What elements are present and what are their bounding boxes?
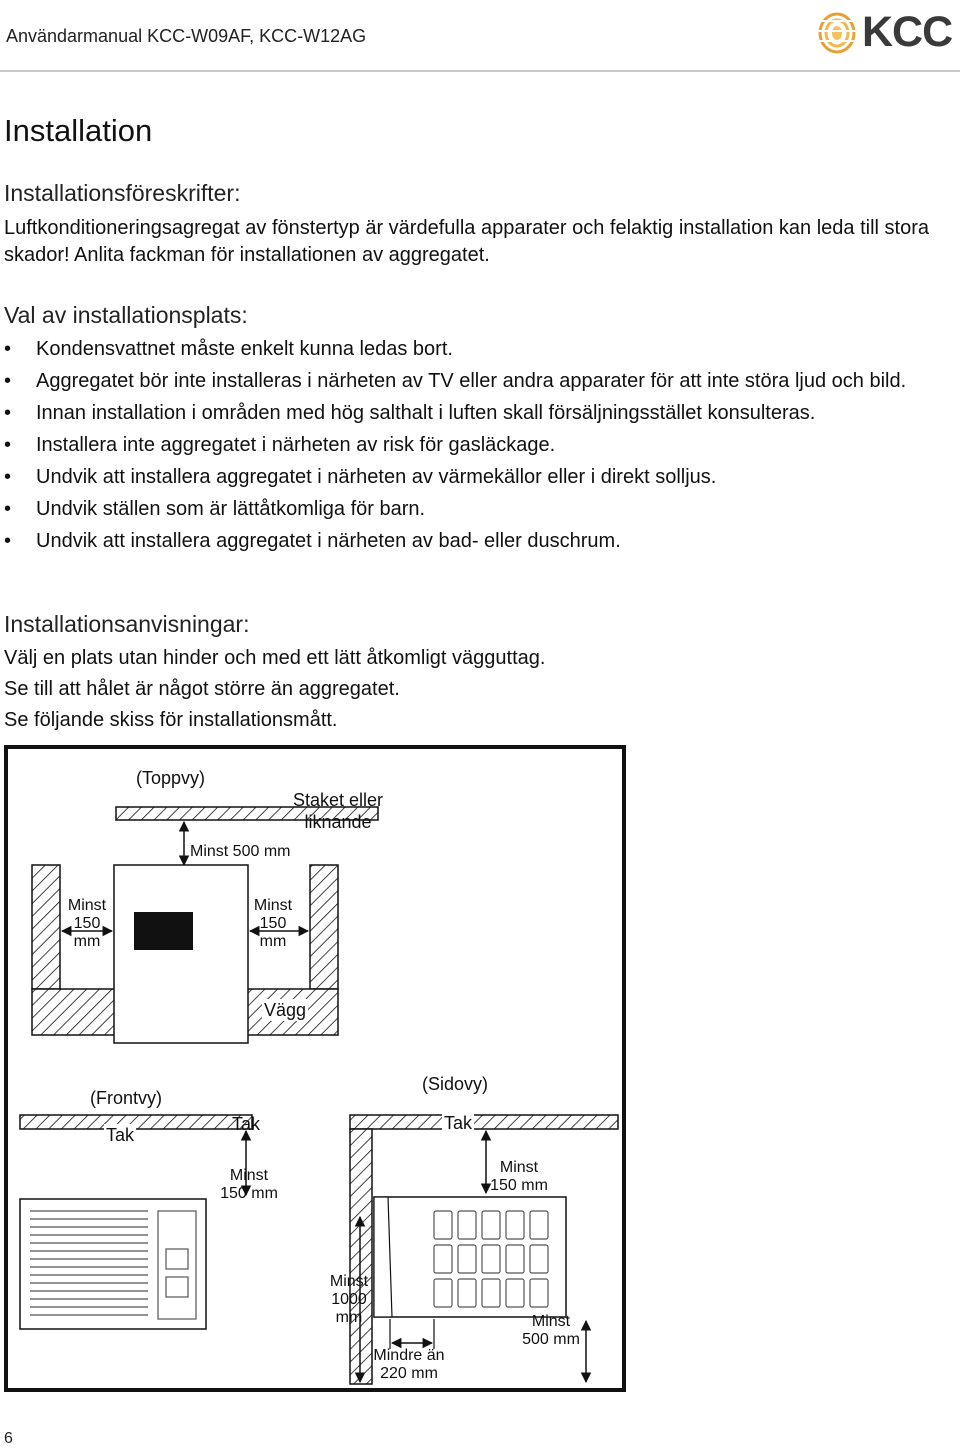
top-view-label: (Toppvy) — [136, 768, 206, 788]
label-line: 150 — [73, 915, 101, 932]
bullet-text: Innan installation i områden med hög salthalt i luften skall försäljningsstället konsulteras. — [36, 402, 816, 424]
left-wall — [32, 865, 60, 989]
bullet-icon: • — [4, 466, 12, 488]
ceiling-side-label: Tak — [444, 1113, 473, 1133]
label-line: 500 mm — [522, 1331, 580, 1348]
label-line: mm — [335, 1309, 363, 1326]
min-150-right-label — [248, 897, 298, 951]
label-line: Mindre än — [373, 1347, 445, 1364]
bullet-text: Undvik ställen som är lättåtkomliga för barn. — [36, 498, 426, 520]
bullet-icon: • — [4, 530, 12, 552]
instruction-line: Se följande skiss för installationsmått. — [4, 709, 338, 731]
header-divider — [0, 70, 960, 72]
installation-diagram — [4, 745, 626, 1392]
list-item — [0, 431, 958, 460]
wall-label: Vägg — [264, 1000, 307, 1020]
ceiling-front-label: Tak — [106, 1125, 135, 1145]
logo-text: KCC — [862, 8, 953, 56]
side-view-label: (Sidovy) — [422, 1074, 489, 1094]
list-item — [0, 399, 958, 428]
list-item — [0, 335, 958, 364]
page-title: Installation — [4, 113, 153, 148]
bullet-text: Undvik att installera aggregatet i närheten av bad- eller duschrum. — [36, 530, 621, 552]
label-line: Minst — [253, 897, 293, 914]
diagram-drawing — [8, 749, 622, 1388]
bullet-icon: • — [4, 434, 12, 456]
side-vents — [434, 1211, 548, 1307]
page-header — [0, 0, 960, 76]
label-line: 150 mm — [490, 1177, 548, 1194]
label-line: mm — [259, 933, 287, 950]
bullet-text: Kondensvattnet måste enkelt kunna ledas bort. — [36, 338, 453, 360]
list-item — [0, 367, 958, 396]
list-item — [0, 463, 958, 492]
label-line: Minst — [67, 897, 107, 914]
label-line: 150 mm — [220, 1185, 278, 1202]
kcc-logo-icon — [814, 6, 864, 58]
site-heading: Val av installationsplats: — [4, 302, 248, 328]
list-item — [0, 527, 958, 556]
less-220-label — [372, 1347, 446, 1383]
bullet-icon: • — [4, 338, 12, 360]
regulations-text: Luftkonditioneringsagregat av fönstertyp är värdefulla apparater och felaktig installation kan leda till stora skador! Anlita fackman för installationen av aggregatet. — [4, 217, 929, 266]
min-150-side-label — [488, 1159, 550, 1195]
instructions-heading: Installationsanvisningar: — [4, 611, 250, 637]
control-knob — [166, 1249, 188, 1269]
ac-unit-top — [114, 865, 248, 1043]
label-line: 150 — [259, 915, 287, 932]
bullet-icon: • — [4, 370, 12, 392]
regulations-heading: Installationsföreskrifter: — [4, 180, 241, 206]
min-1000-label — [326, 1273, 372, 1327]
label-line: mm — [73, 933, 101, 950]
kcc-logo — [814, 6, 954, 58]
min-150-left-label — [64, 897, 110, 951]
bullet-icon: • — [4, 498, 12, 520]
label-line: 220 mm — [380, 1365, 438, 1382]
label-line: Minst — [531, 1313, 571, 1330]
control-knob — [166, 1277, 188, 1297]
side-wall — [350, 1129, 372, 1384]
list-item — [0, 495, 958, 524]
bullet-text: Undvik att installera aggregatet i närheten av värmekällor eller i direkt solljus. — [36, 466, 717, 488]
fence-label: Staket eller liknande — [292, 790, 384, 832]
bullet-icon: • — [4, 402, 12, 424]
site-bullet-list — [0, 335, 958, 559]
min-500-side-label — [520, 1313, 582, 1349]
min-150-front-label — [218, 1167, 280, 1203]
ceiling-mid-label: Tak — [232, 1114, 261, 1134]
label-line: Minst — [329, 1273, 369, 1290]
bullet-text: Installera inte aggregatet i närheten av risk för gasläckage. — [36, 434, 556, 456]
min-500-top-label: Minst 500 mm — [190, 843, 291, 860]
label-line: Minst — [499, 1159, 539, 1176]
instruction-line: Välj en plats utan hinder och med ett lätt åtkomligt vägguttag. — [4, 647, 546, 669]
manual-title: Användarmanual KCC-W09AF, KCC-W12AG — [6, 26, 367, 46]
instruction-line: Se till att hålet är något större än aggregatet. — [4, 678, 400, 700]
ceiling-side — [350, 1115, 618, 1129]
label-line: 1000 — [331, 1291, 367, 1308]
page-number: 6 — [4, 1430, 13, 1447]
ac-unit-panel — [134, 912, 193, 950]
front-view-label: (Frontvy) — [90, 1088, 162, 1108]
bullet-text: Aggregatet bör inte installeras i närheten av TV eller andra apparater för att inte störa ljud och bild. — [36, 370, 907, 392]
right-wall — [310, 865, 338, 989]
front-view — [20, 1115, 252, 1329]
label-line: Minst — [229, 1167, 269, 1184]
